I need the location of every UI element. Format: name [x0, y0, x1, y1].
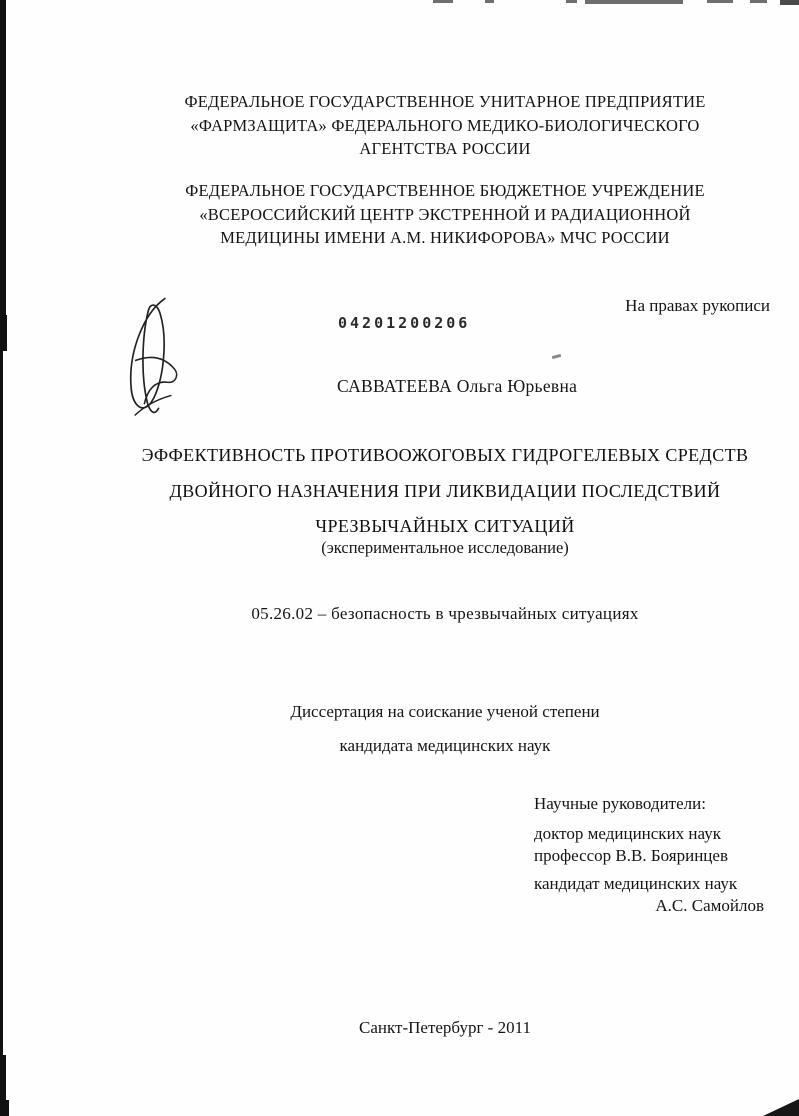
- organization-2-line-1: ФЕДЕРАЛЬНОЕ ГОСУДАРСТВЕННОЕ БЮДЖЕТНОЕ УЧРЕЖДЕНИЕ: [185, 181, 705, 200]
- title-line-3: ЧРЕЗВЫЧАЙНЫХ СИТУАЦИЙ: [315, 516, 575, 536]
- scan-artifact-top-dash: [433, 0, 453, 3]
- scan-artifact-top-dash: [780, 0, 799, 5]
- registration-number: 04201200206: [338, 314, 471, 332]
- degree-line-1: Диссертация на соискание ученой степени: [290, 702, 600, 721]
- scan-artifact-top-dash: [750, 0, 767, 3]
- dissertation-title: [95, 438, 795, 545]
- scan-artifact-top-dash: [566, 0, 577, 3]
- scan-artifact-speck: [552, 354, 561, 359]
- title-line-2: ДВОЙНОГО НАЗНАЧЕНИЯ ПРИ ЛИКВИДАЦИИ ПОСЛЕДСТВИЙ: [169, 480, 721, 501]
- scan-artifact-top-dash: [707, 0, 733, 3]
- title-line-1: ЭФФЕКТИВНОСТЬ ПРОТИВООЖОГОВЫХ ГИДРОГЕЛЕВЫХ СРЕДСТВ: [141, 445, 749, 465]
- scan-artifact-corner-wedge: [763, 1096, 799, 1116]
- scan-artifact-left-bar-top: [0, 0, 6, 340]
- handwritten-signature: [104, 292, 221, 420]
- organization-1-line-3: АГЕНТСТВА РОССИИ: [359, 139, 531, 158]
- supervisor-second-degree: кандидат медицинских наук: [534, 874, 738, 893]
- organization-1-line-2: «ФАРМЗАЩИТА» ФЕДЕРАЛЬНОГО МЕДИКО-БИОЛОГИЧЕСКОГО: [190, 115, 700, 135]
- manuscript-note: На правах рукописи: [625, 296, 770, 315]
- scan-artifact-left-blob: [0, 315, 7, 351]
- scan-artifact-left-foot: [0, 1100, 9, 1116]
- scan-artifact-top-dash: [585, 0, 683, 4]
- specialty-line: 05.26.02 – безопасность в чрезвычайных ситуациях: [251, 604, 639, 623]
- supervisor-second-name: А.С. Самойлов: [655, 895, 764, 915]
- organization-1-line-1: ФЕДЕРАЛЬНОЕ ГОСУДАРСТВЕННОЕ УНИТАРНОЕ ПРЕДПРИЯТИЕ: [184, 92, 706, 111]
- supervisors-label: Научные руководители:: [534, 794, 706, 813]
- scan-artifact-top-dash: [485, 0, 494, 3]
- supervisor-first: [534, 823, 770, 866]
- supervisor-first-name: профессор В.В. Бояринцев: [534, 845, 728, 865]
- supervisor-first-degree: доктор медицинских наук: [534, 824, 721, 843]
- title-subtitle: (экспериментальное исследование): [321, 538, 569, 557]
- city-year: Санкт-Петербург - 2011: [359, 1018, 531, 1037]
- organization-2-line-2: «ВСЕРОССИЙСКИЙ ЦЕНТР ЭКСТРЕННОЙ И РАДИАЦИОННОЙ: [199, 204, 691, 224]
- supervisor-second: [534, 873, 770, 916]
- organization-2-line-3: МЕДИЦИНЫ ИМЕНИ А.М. НИКИФОРОВА» МЧС РОССИИ: [220, 228, 670, 247]
- author-name: САВВАТЕЕВА Ольга Юрьевна: [337, 376, 578, 396]
- organization-block-2: [95, 179, 795, 250]
- organization-block-1: [95, 90, 795, 161]
- degree-line-2: кандидата медицинских наук: [339, 736, 551, 755]
